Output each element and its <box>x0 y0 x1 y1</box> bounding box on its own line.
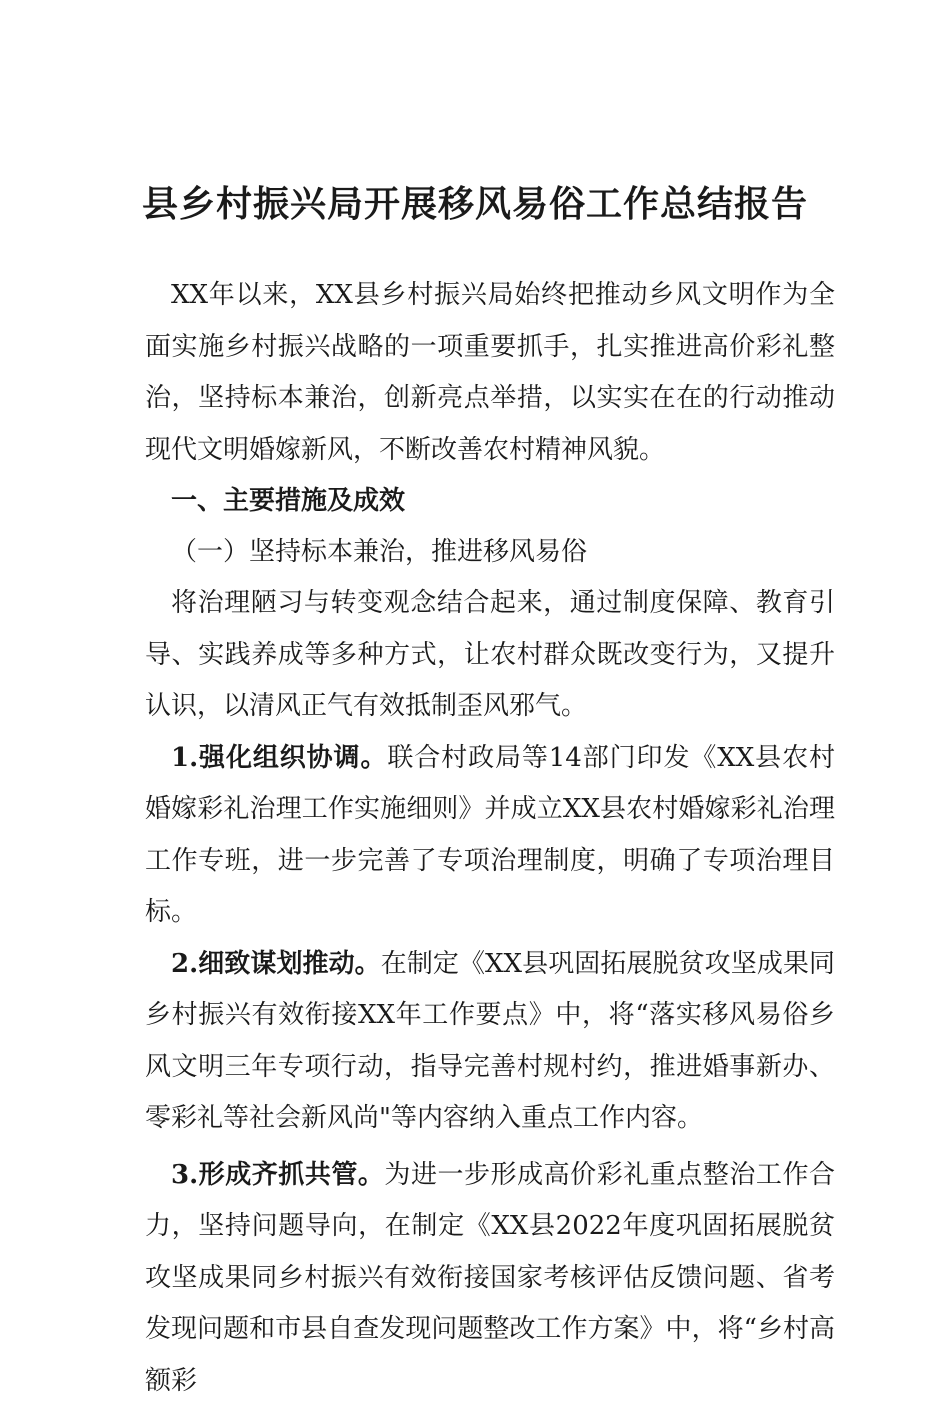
intro-paragraph: XX年以来，XX县乡村振兴局始终把推动乡风文明作为全面实施乡村振兴战略的一项重要抓手，扎实推进高价彩礼整治，坚持标本兼治，创新亮点举措，以实实在在的行动推动现代文明婚嫁新风，不断改善农村精神风貌。 <box>145 270 835 476</box>
item-3-text: 为进一步形成高价彩礼重点整治工作合力，坚持问题导向，在制定《XX县2022年度巩固拓展脱贫攻坚成果同乡村振兴有效衔接国家考核评估反馈问题、省考发现问题和市县自查发现问题整改工作方案》中，将“乡村高额彩 <box>145 1160 835 1396</box>
section-heading: 一、主要措施及成效 <box>145 476 835 527</box>
subsection-heading: （一）坚持标本兼治，推进移风易俗 <box>145 527 835 578</box>
item-1-paragraph <box>145 733 835 939</box>
item-1-text: 联合村政局等14部门印发《XX县农村婚嫁彩礼治理工作实施细则》并成立XX县农村婚嫁彩礼治理工作专班，进一步完善了专项治理制度，明确了专项治理目标。 <box>145 743 835 928</box>
item-1-lead: 1.强化组织协调。 <box>171 743 387 773</box>
item-3-lead: 3.形成齐抓共管。 <box>171 1160 384 1190</box>
subsection-paragraph: 将治理陋习与转变观念结合起来，通过制度保障、教育引导、实践养成等多种方式，让农村群众既改变行为，又提升认识，以清风正气有效抵制歪风邪气。 <box>145 578 835 733</box>
item-2-lead: 2.细致谋划推动。 <box>171 949 381 979</box>
document-title: 县乡村振兴局开展移风易俗工作总结报告 <box>0 176 950 232</box>
document-body <box>145 270 835 1407</box>
item-2-paragraph <box>145 939 835 1145</box>
item-2-text: 在制定《XX县巩固拓展脱贫攻坚成果同乡村振兴有效衔接XX年工作要点》中，将“落实移风易俗乡风文明三年专项行动，指导完善村规村约，推进婚事新办、零彩礼等社会新风尚"等内容纳入重点工作内容。 <box>145 949 835 1134</box>
item-3-paragraph <box>145 1150 835 1407</box>
